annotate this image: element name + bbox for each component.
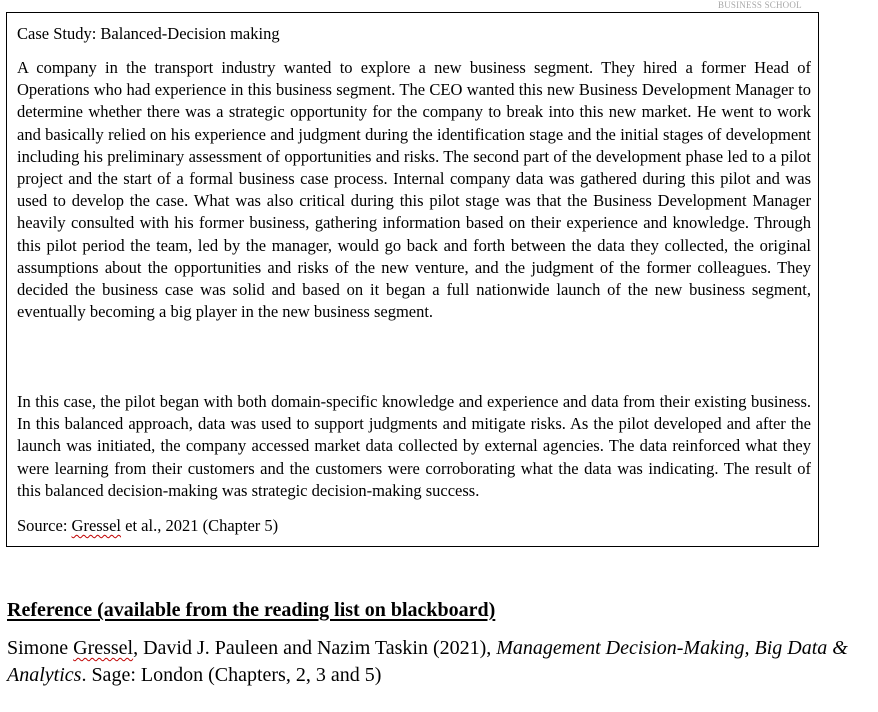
case-study-source <box>17 515 278 537</box>
source-prefix: Source: <box>17 516 72 535</box>
reference-book-title: Management Decision-Making, Big Data & Analytics <box>7 637 848 686</box>
case-study-title: Case Study: Balanced-Decision making <box>17 24 280 43</box>
reference-author-surname-spellcheck: Gressel <box>73 637 134 659</box>
reference-author-first: Simone <box>7 637 74 659</box>
case-study-paragraph-2: In this case, the pilot began with both domain-specific knowledge and experience and data from their existing business. In this balanced approach, data was used to support judgments and mitigate risks. As the pilot developed and after the launch was initiated, the company accessed market data collected by external agencies. The data reinforced what they were learning from their customers and the customers were corroborating what the data was indicating. The result of this balanced decision-making was strategic decision-making success. <box>17 392 811 500</box>
header-label: BUSINESS SCHOOL <box>718 0 802 10</box>
reference-publisher: . Sage: London (Chapters, 2, 3 and 5) <box>81 664 382 686</box>
source-author-spellcheck: Gressel <box>71 516 122 535</box>
reference-authors-rest: , David J. Pauleen and Nazim Taskin (2021), <box>133 637 497 659</box>
reference-citation <box>7 635 867 689</box>
reference-heading: Reference (available from the reading list on blackboard) <box>7 599 496 621</box>
case-study-paragraph-1: A company in the transport industry wanted to explore a new business segment. They hired a former Head of Operations who had experience in this business segment. The CEO wanted this new Business Development Manager to determine whether there was a strategic opportunity for the company to break into this new market. He went to work and basically relied on his experience and judgment during the identification stage and the initial stages of development including his preliminary assessment of opportunities and risks. The second part of the development phase led to a pilot project and the start of a formal business case process. Internal company data was gathered during this pilot and was used to develop the case. What was also critical during this pilot stage was that the Business Development Manager heavily consulted with his former business, gathering information based on their experience and knowledge. Through this pilot period the team, led by the manager, would go back and forth between the data they collected, the original assumptions about the opportunities and risks of the new venture, and the judgment of the former colleagues. They decided the business case was solid and based on it began a full nationwide launch of the new business segment, eventually becoming a big player in the new business segment. <box>17 58 811 322</box>
source-suffix: et al., 2021 (Chapter 5) <box>121 516 279 535</box>
